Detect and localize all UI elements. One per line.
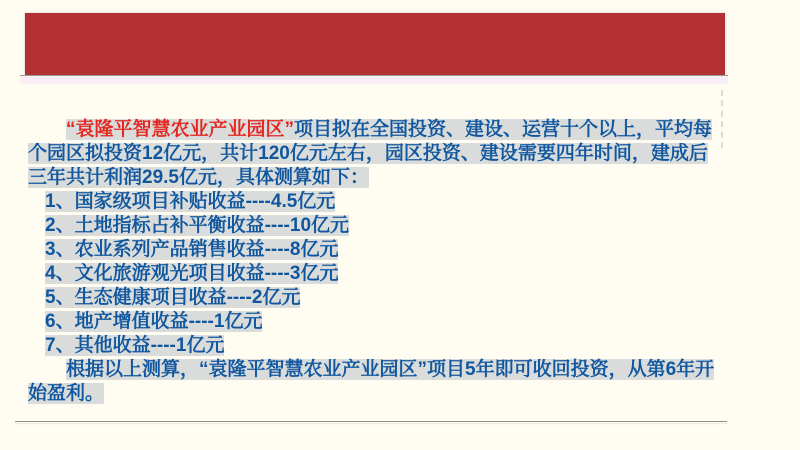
list-item-text: 1、国家级项目补贴收益----4.5亿元 <box>45 191 336 212</box>
list-item-text: 6、地产增值收益----1亿元 <box>45 311 263 332</box>
bottom-divider <box>15 421 727 422</box>
list-item <box>45 334 718 358</box>
conclusion-paragraph <box>28 358 718 406</box>
list-item-text: 5、生态健康项目收益----2亿元 <box>45 287 301 308</box>
list-item <box>45 262 718 286</box>
header-bar <box>25 13 725 75</box>
slide-body-text <box>28 118 718 406</box>
list-item <box>45 214 718 238</box>
intro-paragraph-text: 项目拟在全国投资、建设、运营十个以上，平均每个园区拟投资12亿元，共计120亿元左右，园区投资、建设需要四年时间，建成后三年共计利润29.5亿元，具体测算如下： <box>28 119 713 188</box>
list-item-text: 7、其他收益----1亿元 <box>45 335 225 356</box>
list-item <box>45 238 718 262</box>
intro-paragraph <box>28 118 718 190</box>
project-name-quoted: “袁隆平智慧农业产业园区” <box>66 119 295 140</box>
textbox-dashed-border-fragment <box>721 90 723 148</box>
list-item <box>45 286 718 310</box>
conclusion-paragraph-text: 根据以上测算，“袁隆平智慧农业产业园区”项目5年即可收回投资，从第6年开始盈利。 <box>28 359 715 404</box>
list-item <box>45 190 718 214</box>
header-underline <box>20 75 728 84</box>
revenue-list <box>45 190 718 358</box>
list-item-text: 3、农业系列产品销售收益----8亿元 <box>45 239 339 260</box>
list-item <box>45 310 718 334</box>
list-item-text: 2、土地指标占补平衡收益----10亿元 <box>45 215 350 236</box>
list-item-text: 4、文化旅游观光项目收益----3亿元 <box>45 263 339 284</box>
